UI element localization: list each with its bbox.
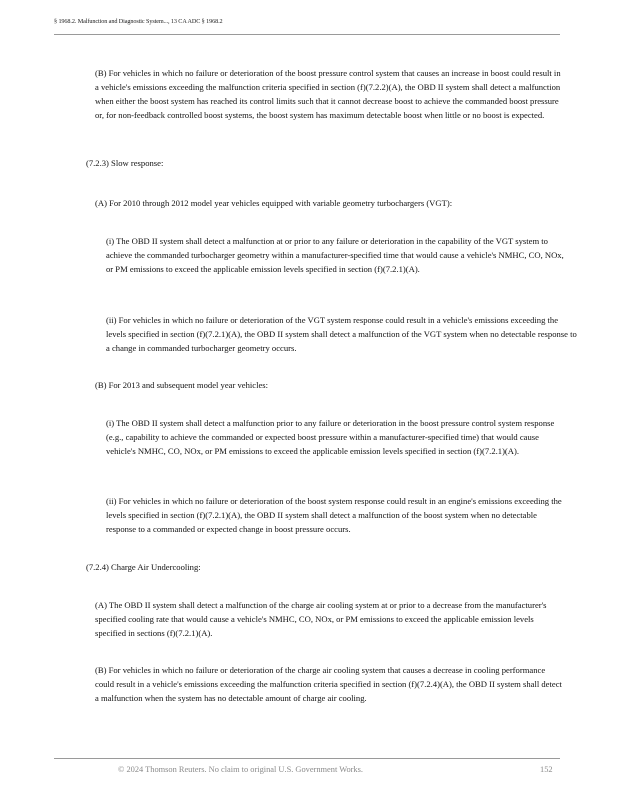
section-heading-charge-air-undercooling: (7.2.4) Charge Air Undercooling: [86,562,201,572]
paragraph-my2013-i: (i) The OBD II system shall detect a malfunction prior to any failure or deterioration in the boost pressure control system response (e.g., capability to achieve the commanded or expected boost pressure within a manufacturer-specified time) that would cause vehicle's NMHC, CO, NOx, or PM emissions to exceed the applicable emission levels specified in section (f)(7.2.1)(A). [106,418,555,456]
paragraph-vgt-i: (i) The OBD II system shall detect a malfunction at or prior to any failure or deterioration in the capability of the VGT system to achieve the commanded turbocharger geometry within a manufacturer-specified time that would cause a vehicle's NMHC, CO, NOx, or PM emissions to exceed the applicable emission levels specified in section (f)(7.2.1)(A). [106,236,564,274]
paragraph-undercooling-a: (A) The OBD II system shall detect a malfunction of the charge air cooling system at or prior to a decrease from the manufacturer's specified cooling rate that would cause a vehicle's NMHC, CO, NOx, or PM emissions to exceed the applicable emission levels specified in sections (f)(7.2.1)(A). [95,600,547,638]
paragraph-my2013: (B) For 2013 and subsequent model year vehicles: [95,380,269,390]
paragraph-boost-overboost: (B) For vehicles in which no failure or deterioration of the boost pressure control system that causes an increase in boost could result in a vehicle's emissions exceeding the malfunction criteria specified in section (f)(7.2.2)(A), the OBD II system shall detect a malfunction when either the boost system has reached its control limits such that it cannot decrease boost to achieve the commanded boost pressure or, for non-feedback controlled boost systems, the boost system has maximum detectable boost when little or no boost is expected. [95,68,561,120]
footer-divider [54,758,560,759]
paragraph-vgt-2010-2012: (A) For 2010 through 2012 model year vehicles equipped with variable geometry turbochargers (VGT): [95,198,453,208]
paragraph-vgt-ii: (ii) For vehicles in which no failure or deterioration of the VGT system response could result in a vehicle's emissions exceeding the levels specified in section (f)(7.2.1)(A), the OBD II system shall detect a malfunction of the VGT system when no detectable response to a change in commanded turbocharger geometry occurs. [106,315,577,353]
footer-copyright: © 2024 Thomson Reuters. No claim to original U.S. Government Works. [118,765,363,774]
running-head: § 1968.2. Malfunction and Diagnostic System..., 13 CA ADC § 1968.2 [54,18,223,25]
paragraph-undercooling-b: (B) For vehicles in which no failure or deterioration of the charge air cooling system that causes a decrease in cooling performance could result in a vehicle's emissions exceeding the malfunction criteria specified in section (f)(7.2.4)(A), the OBD II system shall detect a malfunction when the system has no detectable amount of charge air cooling. [95,665,562,703]
section-heading-slow-response: (7.2.3) Slow response: [86,158,164,168]
header-divider [54,34,560,35]
page-number: 152 [540,765,553,774]
paragraph-my2013-ii: (ii) For vehicles in which no failure or deterioration of the boost system response could result in an engine's emissions exceeding the levels specified in section (f)(7.2.1)(A), the OBD II system shall detect a malfunction of the boost system when no detectable response to a commanded or expected change in boost pressure occurs. [106,496,562,534]
